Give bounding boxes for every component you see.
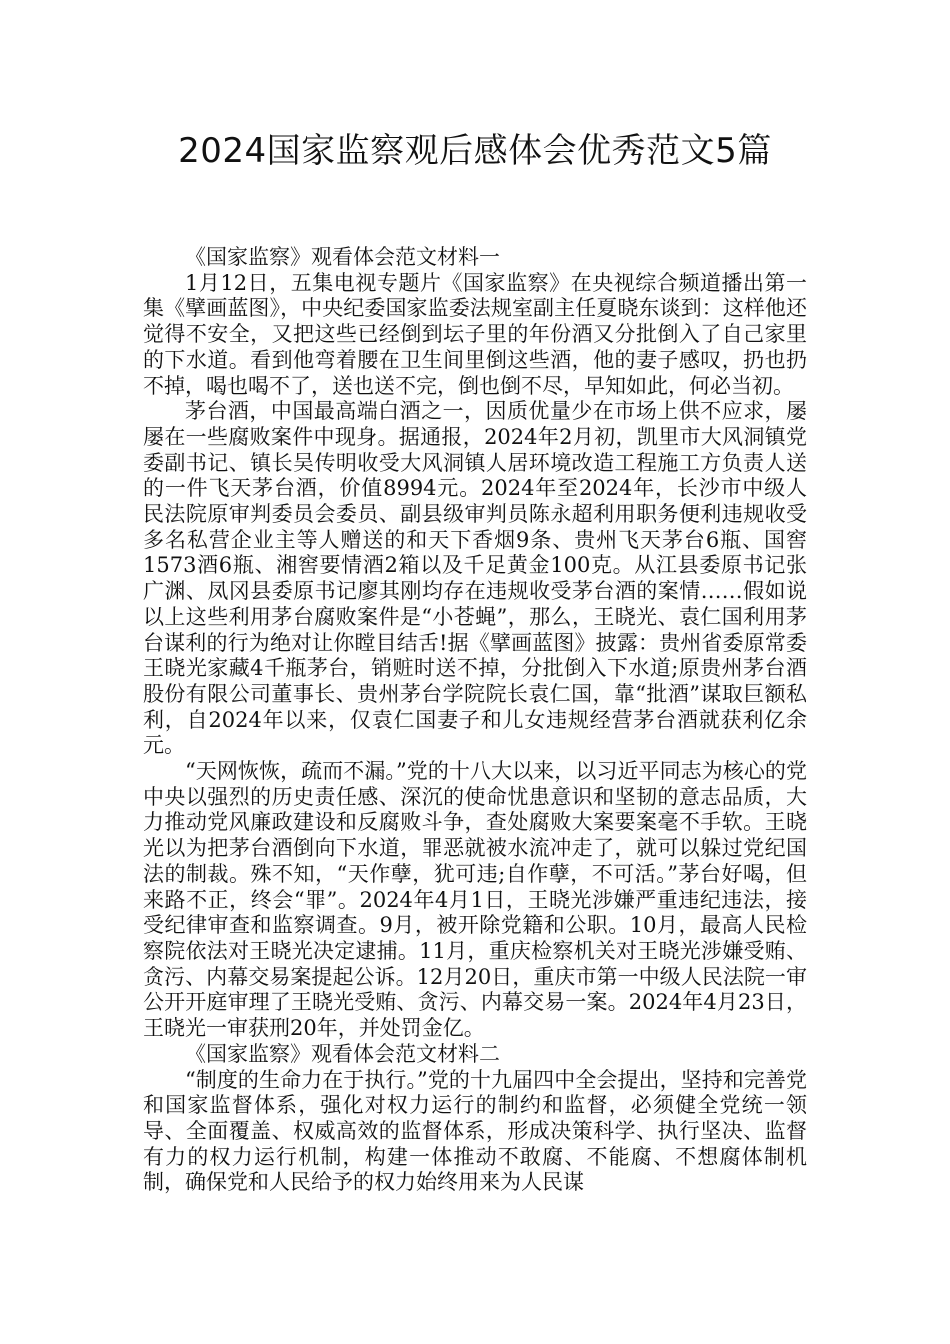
paragraph: 1月12日，五集电视专题片《国家监察》在央视综合频道播出第一集《擘画蓝图》，中央纪委国家监委法规室副主任夏晓东谈到：这样他还觉得不安全，又把这些已经倒到坛子里的年份酒又分批倒入了自己家里的下水道。看到他弯着腰在卫生间里倒这些酒，他的妻子感叹，扔也扔不掉，喝也喝不了，送也送不完，倒也倒不尽，早知如此，何必当初。 [143, 270, 807, 398]
paragraph: “天网恢恢，疏而不漏。”党的十八大以来，以习近平同志为核心的党中央以强烈的历史责任感、深沉的使命忧患意识和坚韧的意志品质，大力推动党风廉政建设和反腐败斗争，查处腐败大案要案毫不手软。王晓光以为把茅台酒倒向下水道，罪恶就被水流冲走了，就可以躲过党纪国法的制裁。殊不知，“天作孽，犹可违;自作孽，不可活。”茅台好喝，但来路不正，终会“罪”。2024年4月1日，王晓光涉嫌严重违纪违法，接受纪律审查和监察调查。9月，被开除党籍和公职。10月，最高人民检察院依法对王晓光决定逮捕。11月，重庆检察机关对王晓光涉嫌受贿、贪污、内幕交易案提起公诉。12月20日，重庆市第一中级人民法院一审公开开庭审理了王晓光受贿、贪污、内幕交易一案。2024年4月23日，王晓光一审获刑20年，并处罚金亿。 [143, 759, 807, 1041]
document-body [143, 245, 807, 1196]
document-title: 2024国家监察观后感体会优秀范文5篇 [178, 131, 772, 171]
paragraph: “制度的生命力在于执行。”党的十九届四中全会提出，坚持和完善党和国家监督体系，强化对权力运行的制约和监督，必须健全党统一领导、全面覆盖、权威高效的监督体系，形成决策科学、执行坚决、监督有力的权力运行机制，构建一体推动不敢腐、不能腐、不想腐体制机制，确保党和人民给予的权力始终用来为人民谋 [143, 1067, 807, 1195]
paragraph: 茅台酒，中国最高端白酒之一，因质优量少在市场上供不应求，屡屡在一些腐败案件中现身。据通报，2024年2月初，凯里市大风洞镇党委副书记、镇长吴传明收受大风洞镇人居环境改造工程施工方负责人送的一件飞天茅台酒，价值8994元。2024年至2024年，长沙市中级人民法院原审判委员会委员、副县级审判员陈永超利用职务便利违规收受多名私营企业主等人赠送的和天下香烟9条、贵州飞天茅台6瓶、国窖1573酒6瓶、湘窖要情酒2箱以及千足黄金100克。从江县委原书记张广渊、凤冈县委原书记廖其刚均存在违规收受茅台酒的案情……假如说以上这些利用茅台腐败案件是“小苍蝇”，那么，王晓光、袁仁国利用茅台谋利的行为绝对让你瞠目结舌!据《擘画蓝图》披露：贵州省委原常委王晓光家藏4千瓶茅台，销赃时送不掉，分批倒入下水道;原贵州茅台酒股份有限公司董事长、贵州茅台学院院长袁仁国，靠“批酒”谋取巨额私利，自2024年以来，仅袁仁国妻子和儿女违规经营茅台酒就获利亿余元。 [143, 399, 807, 758]
section-heading-2: 《国家监察》观看体会范文材料二 [185, 1041, 500, 1066]
section-heading-1: 《国家监察》观看体会范文材料一 [185, 245, 500, 269]
